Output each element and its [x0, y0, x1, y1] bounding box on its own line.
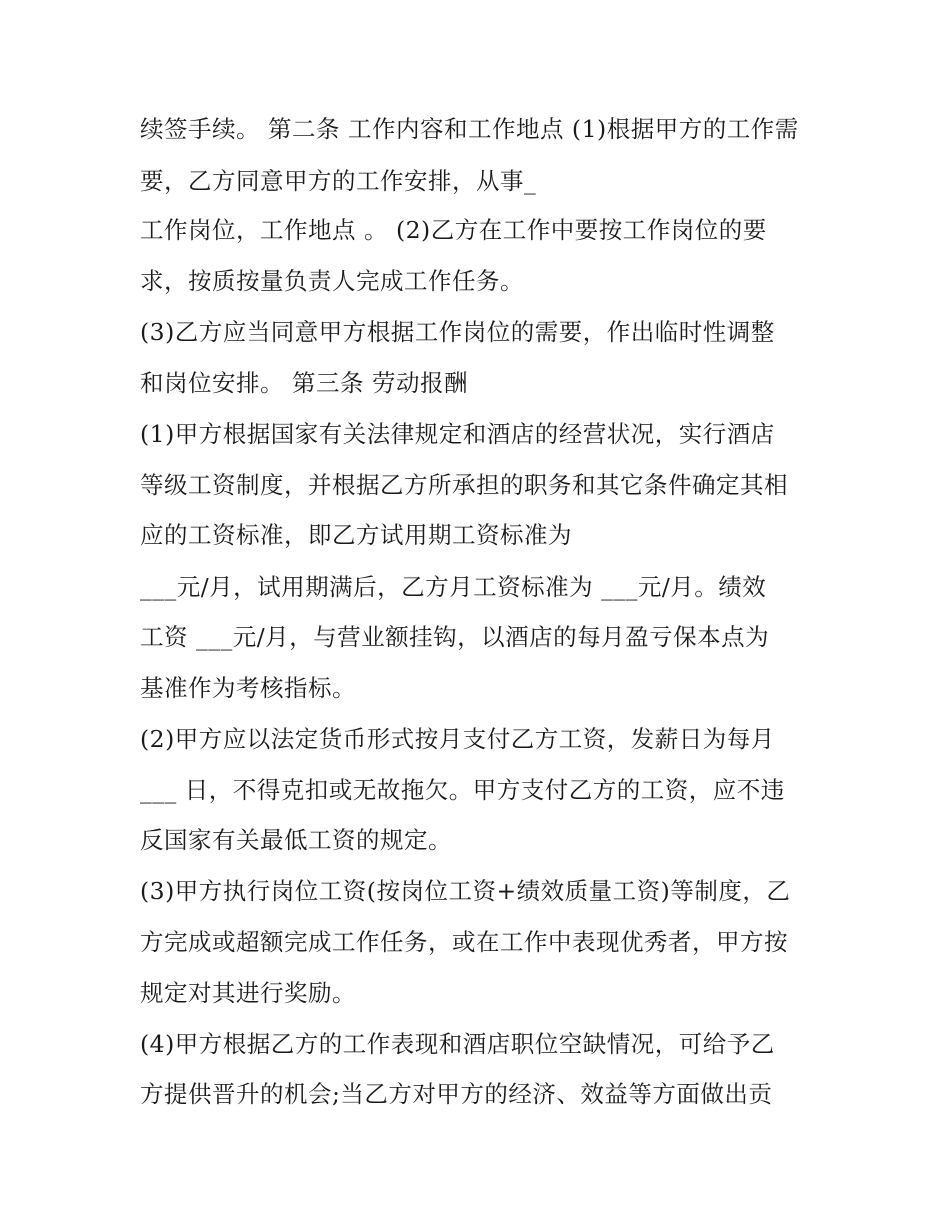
text-line: 方提供晋升的机会;当乙方对甲方的经济、效益等方面做出贡	[140, 1080, 773, 1108]
text-line: 规定对其进行奖励。	[140, 979, 356, 1007]
text-line: 工资 ___元/月，与营业额挂钩，以酒店的每月盈亏保本点为	[140, 623, 770, 651]
text-line: 续签手续。 第二条 工作内容和工作地点 (1)根据甲方的工作需	[140, 115, 799, 143]
text-line: 方完成或超额完成工作任务，或在工作中表现优秀者，甲方按	[140, 928, 788, 956]
text-line: (2)甲方应以法定货币形式按月支付乙方工资，发薪日为每月	[140, 725, 775, 753]
text-line: 应的工资标准，即乙方试用期工资标准为	[140, 521, 572, 549]
text-line: (3)甲方执行岗位工资(按岗位工资+绩效质量工资)等制度，乙	[140, 877, 791, 905]
text-line: ___元/月，试用期满后，乙方月工资标准为 ___元/月。绩效	[140, 573, 767, 601]
text-line: (3)乙方应当同意甲方根据工作岗位的需要，作出临时性调整	[140, 318, 775, 346]
text-line: 反国家有关最低工资的规定。	[140, 826, 452, 854]
text-line: 工作岗位，工作地点 。 (2)乙方在工作中要按工作岗位的要	[140, 216, 767, 244]
text-line: (4)甲方根据乙方的工作表现和酒店职位空缺情况，可给予乙	[140, 1030, 775, 1058]
text-line: 求，按质按量负责人完成工作任务。	[140, 267, 524, 295]
text-line: 和岗位安排。 第三条 劳动报酬	[140, 369, 468, 397]
text-line: 等级工资制度，并根据乙方所承担的职务和其它条件确定其相	[140, 471, 788, 499]
text-line: 要，乙方同意甲方的工作安排，从事_	[140, 167, 537, 195]
text-line: ___ 日，不得克扣或无故拖欠。甲方支付乙方的工资，应不违	[140, 776, 785, 804]
text-line: (1)甲方根据国家有关法律规定和酒店的经营状况，实行酒店	[140, 420, 775, 448]
text-line: 基准作为考核指标。	[140, 674, 356, 702]
